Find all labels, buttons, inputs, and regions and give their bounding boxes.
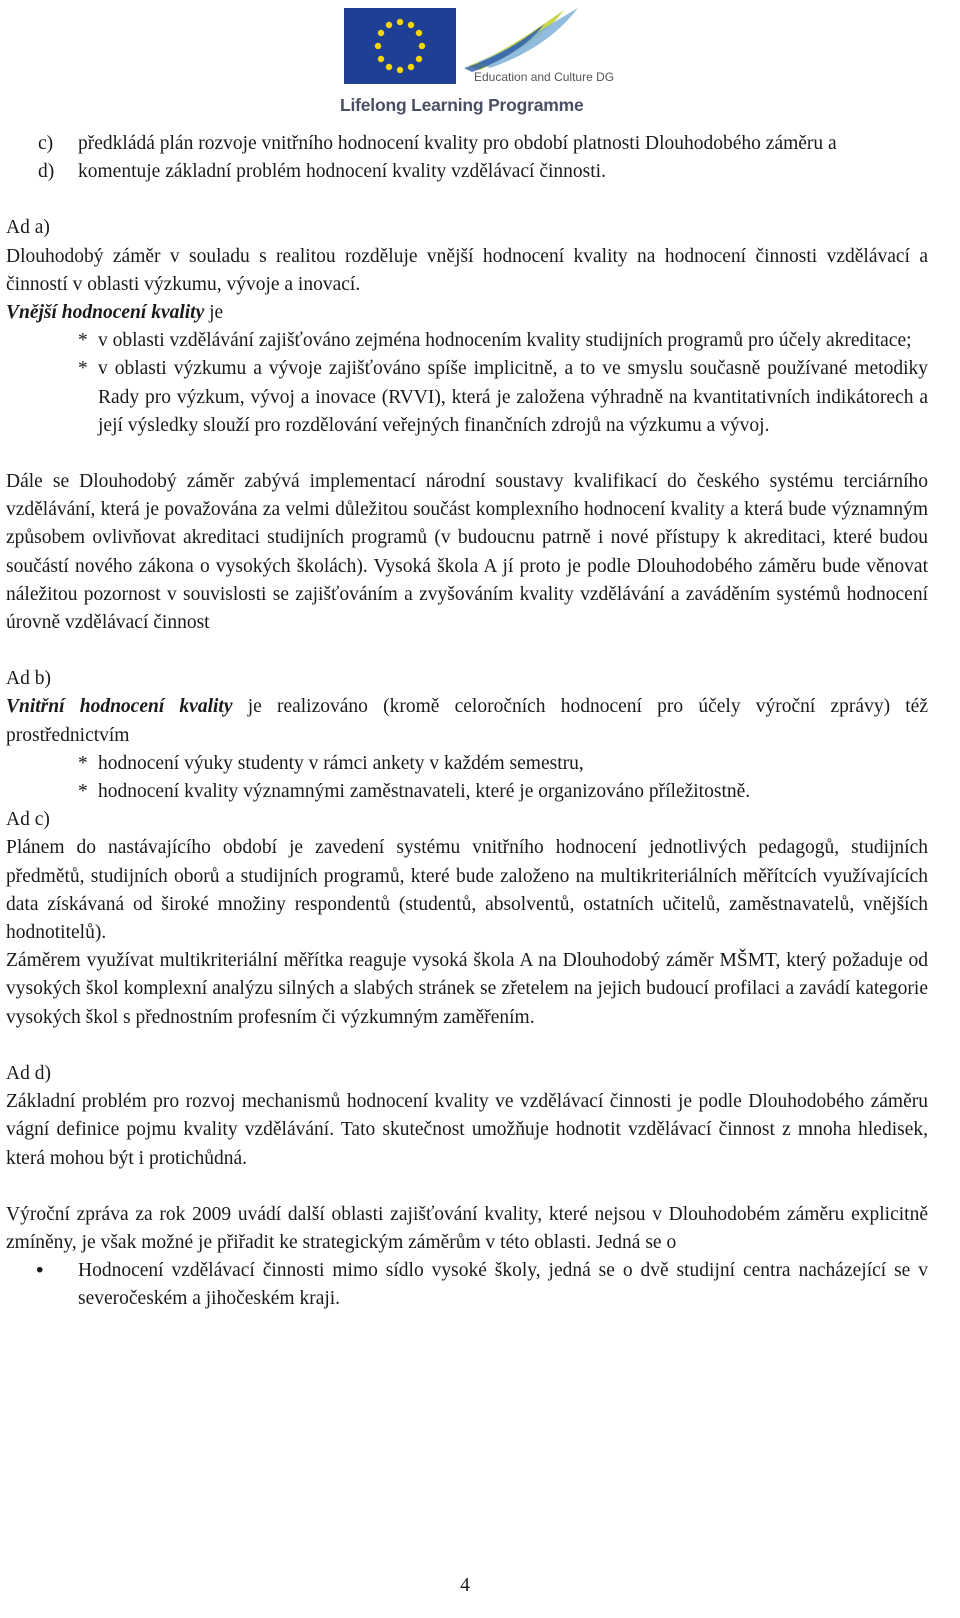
list-item xyxy=(6,778,928,806)
eu-flag xyxy=(344,8,456,84)
paragraph: Dále se Dlouhodobý záměr zabývá implementací národní soustavy kvalifikací do českého systému terciárního vzdělávání, která je považována za velmi důležitou součást komplexního hodnocení kvality a která bude významným způsobem ovlivňovat akreditaci studijních programů (v budoucnu patrně i nové přístupy k akreditaci, které budou součástí nového zákona o vysokých školách). Vysoká škola A jí proto je podle Dlouhodobého záměru bude věnovat náležitou pozornost v souvislosti se zajišťováním a zvyšováním kvality vzdělávání a zaváděním systémů hodnocení úrovně vzdělávací činnost xyxy=(6,471,928,634)
list-item xyxy=(6,750,928,778)
bullet-icon: • xyxy=(34,1259,46,1283)
list-marker: c) xyxy=(38,133,54,154)
paragraph xyxy=(6,693,928,749)
list-item-c xyxy=(6,130,928,158)
section-heading-ad-c: Ad c) xyxy=(6,809,50,831)
list-marker: d) xyxy=(38,161,55,183)
paragraph xyxy=(6,299,928,327)
list-item-d xyxy=(6,158,928,186)
list-item xyxy=(6,327,928,355)
document-body xyxy=(6,130,928,1314)
asterisk-marker: * xyxy=(78,781,88,803)
asterisk-marker: * xyxy=(78,358,88,380)
list-item-text: komentuje základní problém hodnocení kvality vzdělávací činnosti. xyxy=(78,161,606,183)
term-external-quality: Vnější hodnocení kvality xyxy=(6,302,205,324)
logo-programme-text: Lifelong Learning Programme xyxy=(340,95,584,115)
asterisk-marker: * xyxy=(78,330,88,352)
asterisk-marker: * xyxy=(78,752,88,774)
list-item xyxy=(6,355,928,440)
list-item-text: hodnocení kvality významnými zaměstnavateli, které je organizováno příležitostně. xyxy=(98,781,751,803)
paragraph: Výroční zpráva za rok 2009 uvádí další oblasti zajišťování kvality, které nejsou v Dlouhodobém záměru explicitně zmíněny, je však možné je přiřadit ke strategickým záměrům v této oblasti. Jedná se o xyxy=(6,1203,928,1253)
section-heading-ad-b: Ad b) xyxy=(6,668,51,690)
section-heading-ad-a: Ad a) xyxy=(6,217,50,239)
bullet-text: Hodnocení vzdělávací činnosti mimo sídlo vysoké školy, jedná se o dvě studijní centra nacházející se v severočeském a jihočeském kraji. xyxy=(78,1260,928,1310)
paragraph: Základní problém pro rozvoj mechanismů hodnocení kvality ve vzdělávací činnosti je podle Dlouhodobého záměru vágní definice pojmu kvality vzdělávání. Tato skutečnost umožňuje hodnotit vzdělávací činnost z mnoha hledisek, která mohou být i protichůdná. xyxy=(6,1091,928,1169)
paragraph: Záměrem využívat multikriteriální měřítka reaguje vysoká škola A na Dlouhodobý záměr MŠMT, který požaduje od vysokých škol komplexní analýzu silných a slabých stránek se zřetelem na jejich budoucí profilaci a zavádí kategorie vysokých škol s přednostním profesním či výzkumným zaměřením. xyxy=(6,950,928,1028)
list-item-text: hodnocení výuky studenty v rámci ankety v každém semestru, xyxy=(98,752,584,774)
list-item-text: předkládá plán rozvoje vnitřního hodnocení kvality pro období platnosti Dlouhodobého záměru a xyxy=(78,133,837,154)
term-tail: je realizováno (kromě celoročních hodnocení pro účely výroční zprávy) též prostřednictvím xyxy=(6,696,928,746)
list-item-text: v oblasti výzkumu a vývoje zajišťováno spíše implicitně, a to ve smyslu současně používané metodiky Rady pro výzkum, vývoj a inovace (RVVI), která je založena výhradně na kvantitativních indikátorech a její výsledky slouží pro rozdělování veřejných finančních zdrojů na výzkumu a vývoj. xyxy=(98,358,928,436)
list-item-text: v oblasti vzdělávání zajišťováno zejména hodnocením kvality studijních programů pro účely akreditace; xyxy=(98,330,912,352)
term-tail: je xyxy=(204,302,224,324)
paragraph: Plánem do nastávajícího období je zavedení systému vnitřního hodnocení jednotlivých pedagogů, studijních předmětů, studijních oborů a studijních programů, které bude založeno na multikriteriálních měřítcích využívajících data získávaná od široké množiny respondentů (studentů, absolventů, ostatních učitelů, zaměstnavatelů, vnějších hodnotitelů). xyxy=(6,837,928,944)
eu-stars-icon xyxy=(344,8,456,84)
page-number: 4 xyxy=(460,1575,470,1596)
llp-logo xyxy=(340,4,615,122)
term-internal-quality: Vnitřní hodnocení kvality xyxy=(6,696,233,718)
paragraph: Dlouhodobý záměr v souladu s realitou rozděluje vnější hodnocení kvality na hodnocení činnosti vzdělávací a činností v oblasti výzkumu, vývoje a inovací. xyxy=(6,245,928,295)
section-heading-ad-d: Ad d) xyxy=(6,1062,51,1084)
logo-dg-text: Education and Culture DG xyxy=(474,70,615,84)
bullet-item xyxy=(6,1257,928,1313)
